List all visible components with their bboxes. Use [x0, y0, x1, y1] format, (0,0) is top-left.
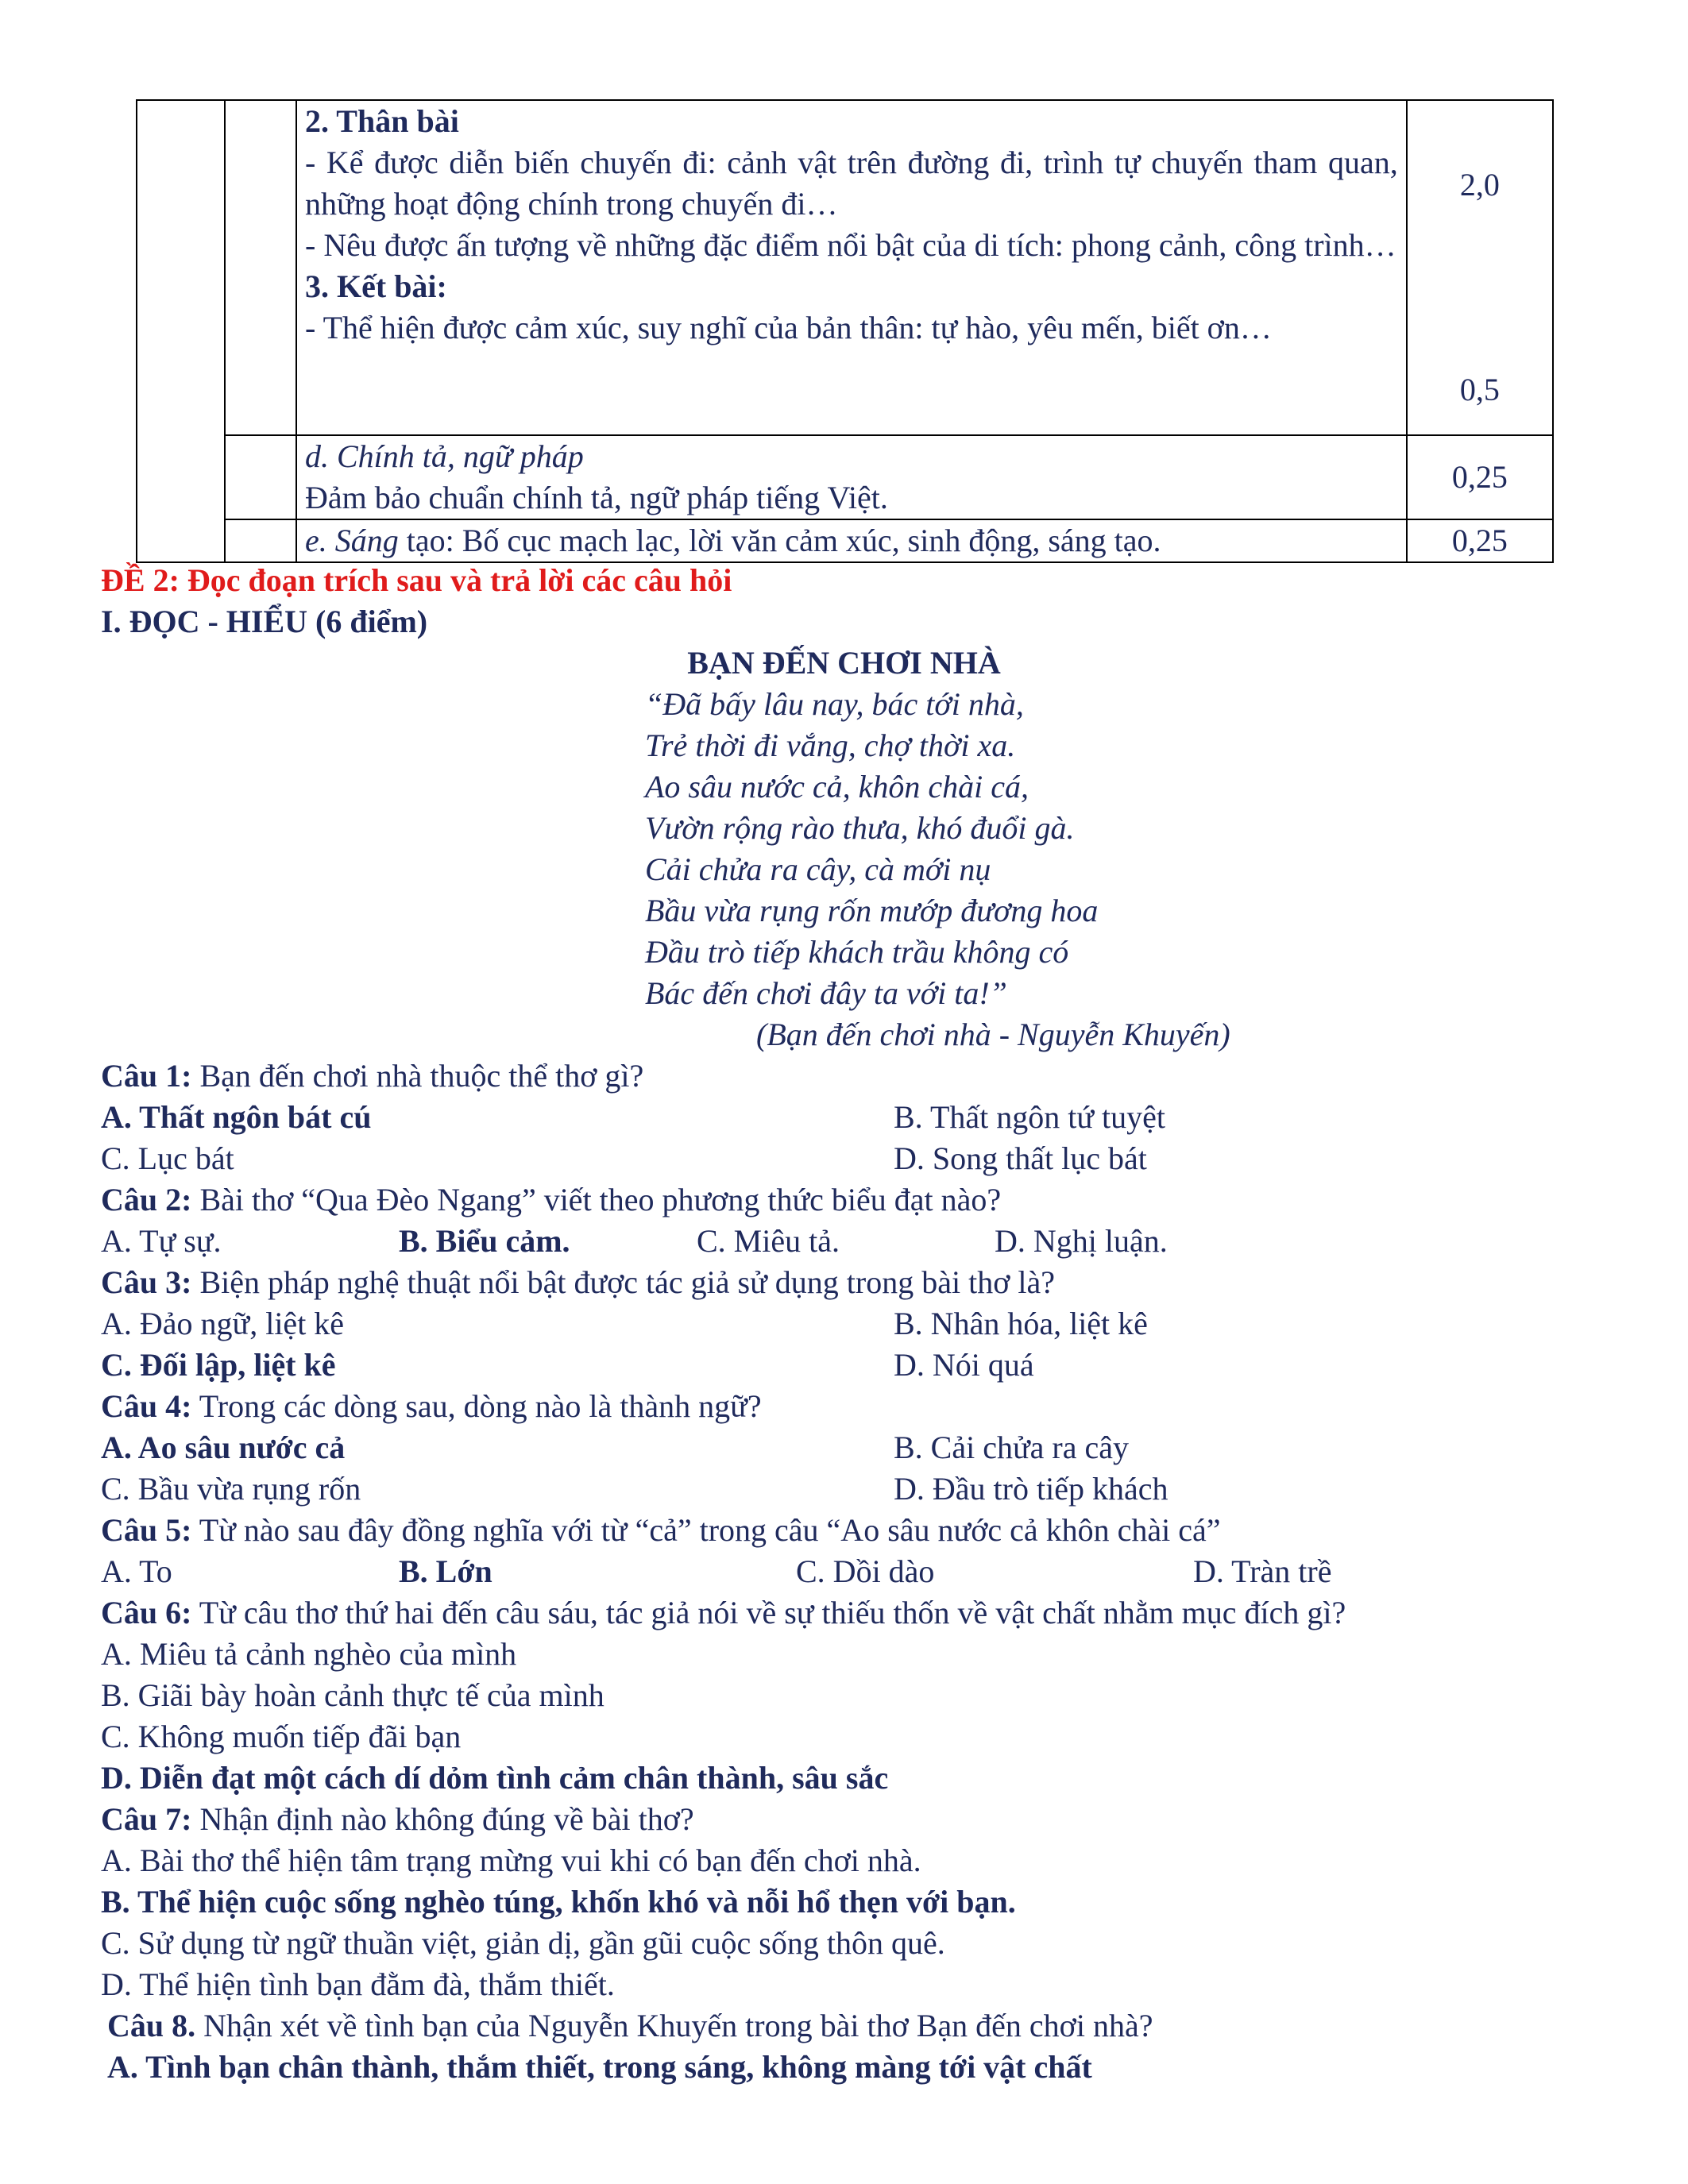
answer-option: C. Đối lập, liệt kê	[101, 1347, 336, 1383]
poem-line: Cải chửa ra cây, cà mới nụ	[645, 851, 991, 887]
answer-option: B. Giãi bày hoàn cảnh thực tế của mình	[101, 1677, 605, 1713]
question-label: Câu 6:	[101, 1595, 192, 1630]
answer-option: B. Lớn	[399, 1553, 492, 1589]
answer-option: C. Không muốn tiếp đãi bạn	[101, 1719, 462, 1754]
table-cell	[225, 100, 296, 435]
poem-line: Bầu vừa rụng rốn mướp đương hoa	[645, 893, 1099, 928]
table-cell	[225, 519, 296, 562]
criteria-text: Đảm bảo chuẩn chính tả, ngữ pháp tiếng Việt.	[305, 480, 888, 515]
question-label: Câu 1:	[101, 1058, 192, 1094]
question-text: Nhận xét về tình bạn của Nguyễn Khuyến trong bài thơ Bạn đến chơi nhà?	[195, 2008, 1153, 2043]
question-7	[101, 1799, 694, 1840]
table-row	[137, 435, 1553, 519]
question-2	[101, 1179, 1001, 1221]
answer-option: B. Nhân hóa, liệt kê	[894, 1306, 1148, 1341]
answer-option: D. Tràn trề	[1193, 1553, 1332, 1589]
exam-title: ĐỀ 2: Đọc đoạn trích sau và trả lời các câu hỏi	[101, 562, 732, 598]
table-cell	[296, 435, 1407, 519]
criteria-text: tạo: Bố cục mạch lạc, lời văn cảm xúc, sinh động, sáng tạo.	[398, 523, 1161, 558]
answer-option: A. Miêu tả cảnh nghèo của mình	[101, 1636, 517, 1672]
answer-option: D. Đầu trò tiếp khách	[894, 1471, 1168, 1507]
poem-line: “Đã bấy lâu nay, bác tới nhà,	[645, 686, 1024, 722]
answer-option: B. Thất ngôn tứ tuyệt	[894, 1099, 1166, 1135]
answer-option: A. Đảo ngữ, liệt kê	[101, 1306, 345, 1341]
question-text: Bài thơ “Qua Đèo Ngang” viết theo phương thức biểu đạt nào?	[191, 1182, 1002, 1217]
question-text: Từ nào sau đây đồng nghĩa với từ “cả” trong câu “Ao sâu nước cả khôn chài cá”	[191, 1512, 1221, 1548]
question-label: Câu 4:	[101, 1388, 192, 1424]
question-6	[101, 1592, 1346, 1634]
question-label: Câu 5:	[101, 1512, 192, 1548]
question-text: Trong các dòng sau, dòng nào là thành ngữ?	[191, 1388, 762, 1424]
answer-option: C. Bầu vừa rụng rốn	[101, 1471, 361, 1507]
criteria-text: - Kể được diễn biến chuyến đi: cảnh vật trên đường đi, trình tự chuyến tham quan, những hoạt động chính trong chuyến đi…	[305, 145, 1398, 222]
question-label: Câu 8.	[107, 2008, 196, 2043]
answer-option: D. Song thất lục bát	[894, 1140, 1147, 1176]
section-heading: 3. Kết bài:	[305, 268, 447, 304]
table-row	[137, 519, 1553, 562]
question-text: Nhận định nào không đúng về bài thơ?	[191, 1801, 694, 1837]
criteria-text: - Thể hiện được cảm xúc, suy nghĩ của bản thân: tự hào, yêu mến, biết ơn…	[305, 310, 1272, 345]
question-label: Câu 3:	[101, 1264, 192, 1300]
table-cell	[296, 519, 1407, 562]
score-value: 0,25	[1407, 519, 1553, 562]
answer-option: C. Miêu tả.	[697, 1223, 840, 1259]
question-text: Biện pháp nghệ thuật nổi bật được tác giả sử dụng trong bài thơ là?	[191, 1264, 1055, 1300]
answer-option: C. Lục bát	[101, 1140, 234, 1176]
answer-option: A. Tự sự.	[101, 1223, 222, 1259]
answer-option: A. Bài thơ thể hiện tâm trạng mừng vui khi có bạn đến chơi nhà.	[101, 1843, 921, 1878]
grading-table	[136, 99, 1554, 563]
criteria-text: - Nêu được ấn tượng về những đặc điểm nổi bật của di tích: phong cảnh, công trình…	[305, 227, 1396, 263]
poem-line: Vườn rộng rào thưa, khó đuổi gà.	[645, 810, 1075, 846]
answer-option: B. Thể hiện cuộc sống nghèo túng, khốn khó và nỗi hổ thẹn với bạn.	[101, 1884, 1016, 1920]
poem-title: BẠN ĐẾN CHƠI NHÀ	[687, 645, 1001, 681]
question-label: Câu 2:	[101, 1182, 192, 1217]
poem-line: Đầu trò tiếp khách trầu không có	[645, 934, 1069, 970]
question-text: Từ câu thơ thứ hai đến câu sáu, tác giả nói về sự thiếu thốn về vật chất nhằm mục đích gì?	[191, 1595, 1346, 1630]
score-value: 0,5	[1459, 372, 1500, 407]
answer-option: A. Ao sâu nước cả	[101, 1430, 346, 1465]
score-value: 2,0	[1459, 167, 1500, 203]
question-label: Câu 7:	[101, 1801, 192, 1837]
answer-option: C. Dồi dào	[796, 1553, 935, 1589]
table-cell	[1407, 100, 1553, 435]
poem-source: (Bạn đến chơi nhà - Nguyễn Khuyến)	[756, 1017, 1230, 1052]
question-5	[101, 1510, 1221, 1551]
question-text: Bạn đến chơi nhà thuộc thể thơ gì?	[191, 1058, 644, 1094]
answer-option: B. Cải chửa ra cây	[894, 1430, 1129, 1465]
answer-option: B. Biểu cảm.	[399, 1223, 570, 1259]
section-heading: 2. Thân bài	[305, 103, 459, 139]
question-8	[107, 2005, 1153, 2047]
poem-line: Trẻ thời đi vắng, chợ thời xa.	[645, 727, 1016, 763]
table-cell	[137, 100, 225, 562]
criteria-heading: e. Sáng	[305, 523, 399, 558]
score-value: 0,25	[1407, 435, 1553, 519]
answer-option: D. Nghị luận.	[995, 1223, 1168, 1259]
table-row	[137, 100, 1553, 435]
poem-line: Ao sâu nước cả, khôn chài cá,	[645, 769, 1029, 805]
answer-option: D. Thể hiện tình bạn đằm đà, thắm thiết.	[101, 1966, 615, 2002]
answer-option: D. Nói quá	[894, 1347, 1034, 1383]
answer-option: A. To	[101, 1553, 172, 1589]
answer-option: A. Thất ngôn bát cú	[101, 1099, 372, 1135]
question-3	[101, 1262, 1055, 1303]
question-4	[101, 1386, 762, 1427]
answer-option: D. Diễn đạt một cách dí dỏm tình cảm chân thành, sâu sắc	[101, 1760, 889, 1796]
criteria-heading: d. Chính tả, ngữ pháp	[305, 438, 584, 474]
answer-option: C. Sử dụng từ ngữ thuần việt, giản dị, gần gũi cuộc sống thôn quê.	[101, 1925, 945, 1961]
poem-line: Bác đến chơi đây ta với ta!”	[645, 975, 1007, 1011]
section-title: I. ĐỌC - HIỂU (6 điểm)	[101, 604, 428, 639]
table-cell	[225, 435, 296, 519]
answer-option: A. Tình bạn chân thành, thắm thiết, trong sáng, không màng tới vật chất	[107, 2049, 1092, 2085]
table-cell	[296, 100, 1407, 435]
question-1	[101, 1055, 643, 1097]
